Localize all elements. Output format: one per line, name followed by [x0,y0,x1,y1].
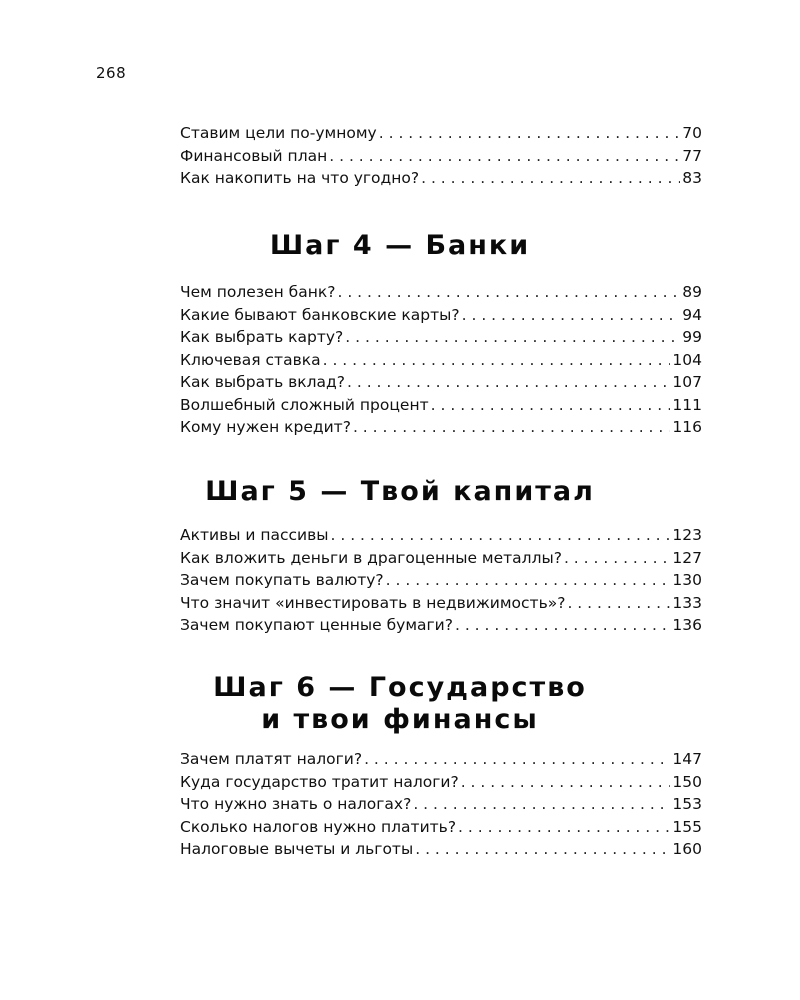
toc-leader-dots [421,169,680,187]
toc-entry-title: Зачем покупают ценные бумаги? [180,616,453,634]
toc-entry-title: Что значит «инвестировать в недвижимость»? [180,593,566,612]
toc-block-step-5 [180,526,702,639]
toc-leader-dots [347,373,670,391]
toc-entry-title: Какие бывают банковские карты? [180,305,460,324]
toc-entry-page: 160 [672,840,702,858]
toc-entry-page: 153 [672,795,702,813]
toc-entry[interactable] [180,328,702,351]
toc-entry[interactable] [180,594,702,617]
toc-entry-title: Зачем покупать валюту? [180,571,384,589]
toc-leader-dots [567,594,670,612]
toc-block-step-6 [180,750,702,863]
toc-leader-dots [462,306,681,324]
toc-entry[interactable] [180,571,702,594]
toc-entry-title: Кому нужен кредит? [180,418,351,436]
toc-entry-title: Как выбрать карту? [180,328,344,346]
toc-entry[interactable] [180,169,702,192]
toc-entry[interactable] [180,773,702,796]
toc-entry-title: Как вложить деньги в драгоценные металлы? [180,548,562,567]
toc-entry-page: 111 [672,395,702,414]
toc-entry-page: 130 [672,571,702,589]
toc-entry[interactable] [180,351,702,374]
toc-entry[interactable] [180,373,702,396]
toc-entry-title: Волшебный сложный процент [180,395,429,414]
toc-entry-title: Активы и пассивы [180,526,329,544]
toc-leader-dots [345,328,680,346]
toc-entry-title: Куда государство тратит налоги? [180,772,459,791]
toc-entry-page: 77 [682,146,702,165]
toc-entry-page: 133 [672,593,702,612]
toc-leader-dots [431,396,671,414]
toc-leader-dots [329,147,680,165]
toc-leader-dots [386,571,671,589]
toc-entry-title: Как накопить на что угодно? [180,169,420,187]
toc-leader-dots [458,818,670,836]
toc-entry[interactable] [180,283,702,306]
toc-leader-dots [564,549,670,567]
toc-leader-dots [353,418,670,436]
toc-entry-page: 107 [672,373,702,391]
toc-entry-page: 104 [672,350,702,369]
toc-entry-page: 150 [672,772,702,791]
toc-leader-dots [413,795,670,813]
toc-entry-page: 94 [682,305,702,324]
toc-entry[interactable] [180,616,702,639]
toc-entry[interactable] [180,818,702,841]
toc-entry[interactable] [180,418,702,441]
section-heading-line: Шаг 4 — Банки [269,230,531,261]
toc-entry-title: Как выбрать вклад? [180,373,345,391]
page-number: 268 [96,64,127,82]
toc-entry-title: Зачем платят налоги? [180,750,363,768]
toc-entry[interactable] [180,840,702,863]
toc-entry-page: 83 [682,169,702,187]
toc-leader-dots [331,526,671,544]
section-heading-step-5 [0,476,800,508]
toc-entry-page: 70 [682,124,702,142]
section-heading-line: Шаг 5 — Твой капитал [205,476,595,507]
toc-entry-title: Сколько налогов нужно платить? [180,817,457,836]
toc-entry-title: Ключевая ставка [180,350,321,369]
toc-entry[interactable] [180,396,702,419]
toc-leader-dots [337,283,680,301]
toc-entry-page: 136 [672,616,702,634]
toc-entry-title: Налоговые вычеты и льготы [180,840,414,858]
toc-entry-page: 155 [672,817,702,836]
toc-entry[interactable] [180,526,702,549]
toc-entry[interactable] [180,124,702,147]
toc-block-step-4 [180,283,702,441]
toc-entry[interactable] [180,795,702,818]
toc-leader-dots [364,750,670,768]
toc-entry-page: 147 [672,750,702,768]
toc-leader-dots [415,840,670,858]
toc-entry[interactable] [180,750,702,773]
toc-entry-title: Чем полезен банк? [180,283,336,301]
toc-entry-page: 116 [672,418,702,436]
section-heading-step-4 [0,230,800,262]
toc-entry-page: 99 [682,328,702,346]
toc-leader-dots [455,616,670,634]
toc-entry-page: 127 [672,548,702,567]
toc-entry-page: 123 [672,526,702,544]
section-heading-line: и твои финансы [261,704,539,735]
toc-entry-title: Ставим цели по-умному [180,124,377,142]
toc-block-continued [180,124,702,192]
toc-leader-dots [323,351,671,369]
section-heading-line: Шаг 6 — Государство [213,672,587,703]
toc-entry[interactable] [180,549,702,572]
toc-entry-title: Финансовый план [180,146,328,165]
section-heading-step-6 [0,672,800,736]
toc-entry-title: Что нужно знать о налогах? [180,795,412,813]
toc-entry[interactable] [180,147,702,170]
toc-entry[interactable] [180,306,702,329]
toc-leader-dots [379,124,681,142]
toc-entry-page: 89 [682,283,702,301]
toc-leader-dots [461,773,671,791]
